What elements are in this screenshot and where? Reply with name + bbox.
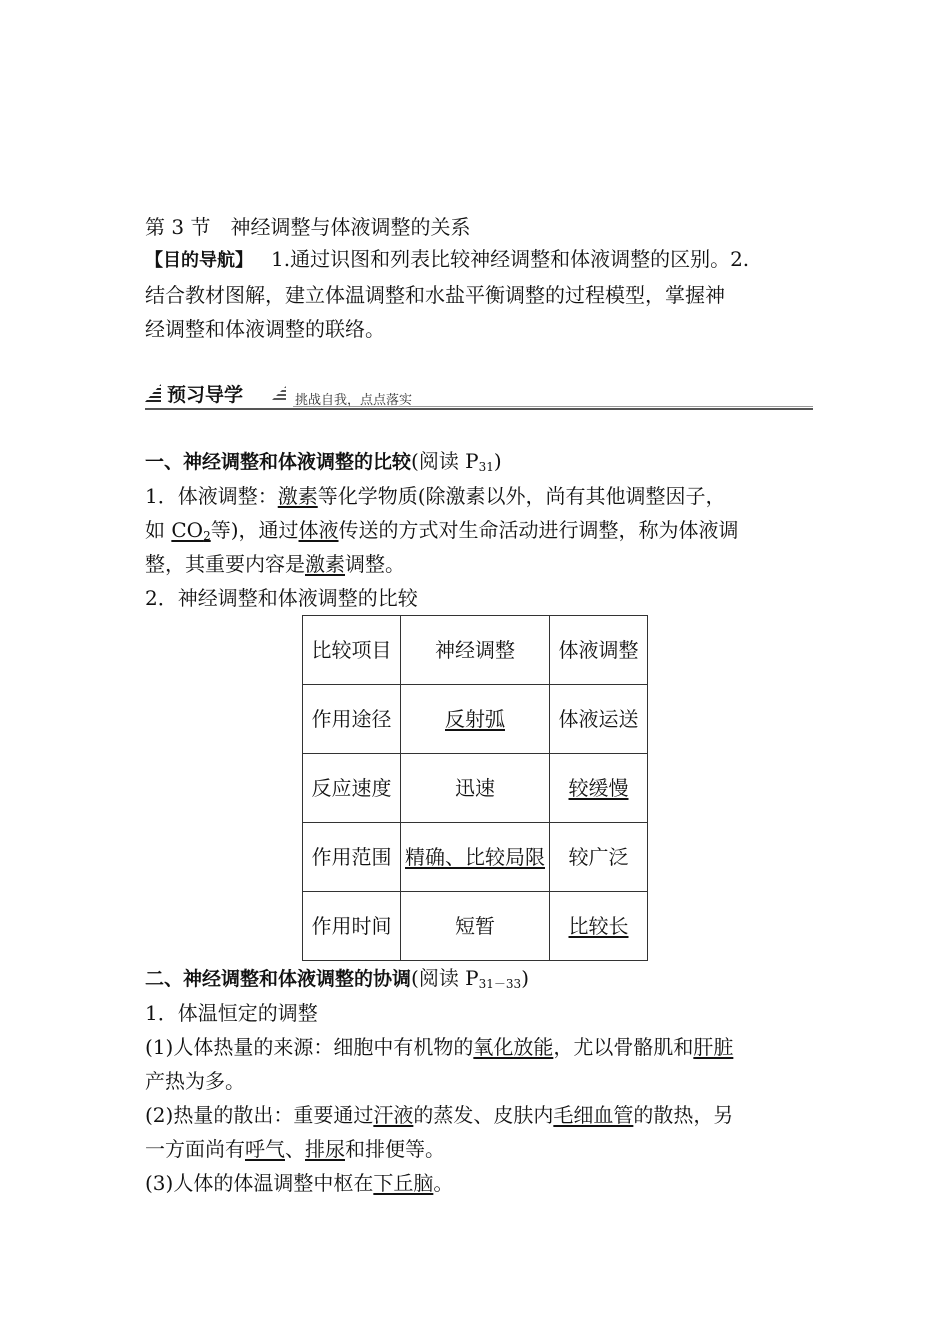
document-content xyxy=(145,210,813,1200)
answer-blank: 肝脏 xyxy=(693,1035,734,1059)
table-cell: 反应速度 xyxy=(303,754,401,823)
answer-blank: 精确、比较局限 xyxy=(405,845,545,869)
aim-line: 经调整和体液调整的联络。 xyxy=(145,317,385,341)
paragraph: 1．体液调整：激素等化学物质(除激素以外，尚有其他调整因子， 如 $CO_2$等)，通过体液传送的方式对生命活动进行调整，称为体液调 整，其重要内容是激素调整。 xyxy=(145,484,739,576)
answer-blank: 氧化放能 xyxy=(473,1035,554,1059)
answer-blank: 激素 xyxy=(305,552,345,576)
table-cell: 体液运送 xyxy=(550,685,648,754)
banner-title: 预习导学 xyxy=(167,384,244,406)
table-cell: 较广泛 xyxy=(550,823,648,892)
aim-line: 结合教材图解，建立体温调整和水盐平衡调整的过程模型，掌握神 xyxy=(145,283,725,307)
section-heading: 一、神经调整和体液调整的比较(阅读 $P_{31}$) xyxy=(145,449,502,474)
preview-banner xyxy=(145,376,813,410)
table-cell: 短暂 xyxy=(401,892,550,961)
table-row xyxy=(303,754,648,823)
banner-divider xyxy=(145,408,813,410)
answer-blank: 较缓慢 xyxy=(568,776,629,800)
stripe-decoration-icon xyxy=(270,386,286,402)
aim-line: 1.通过识图和列表比较神经调整和体液调整的区别。2. xyxy=(271,247,750,271)
comparison-table xyxy=(302,615,648,961)
paragraph: 2．神经调整和体液调整的比较 xyxy=(145,586,418,610)
answer-blank: 呼气 xyxy=(245,1137,285,1161)
stripe-decoration-icon xyxy=(145,384,161,402)
table-cell: 作用范围 xyxy=(303,823,401,892)
paragraph: (2)热量的散出：重要通过汗液的蒸发、皮肤内毛细血管的散热，另 一方面尚有呼气、排尿和排便等。 xyxy=(145,1103,734,1161)
answer-blank: 反射弧 xyxy=(445,707,505,731)
answer-blank: 体液 xyxy=(298,518,339,542)
table-row xyxy=(303,823,648,892)
aim-paragraph xyxy=(145,242,813,346)
table-cell: 迅速 xyxy=(401,754,550,823)
paragraph: (3)人体的体温调整中枢在下丘脑。 xyxy=(145,1171,454,1195)
table-cell: 体液调整 xyxy=(550,616,648,685)
table-row xyxy=(303,892,648,961)
table-cell: 作用时间 xyxy=(303,892,401,961)
paragraph: 1．体温恒定的调整 xyxy=(145,1001,318,1025)
table-cell: 作用途径 xyxy=(303,685,401,754)
lesson-title: 第 3 节 神经调整与体液调整的关系 xyxy=(145,215,471,239)
banner-divider xyxy=(293,406,813,407)
answer-blank: 下丘脑 xyxy=(373,1171,434,1195)
answer-blank: 排尿 xyxy=(305,1137,345,1161)
answer-blank: 比较长 xyxy=(568,914,629,938)
answer-blank: $CO_2$ xyxy=(171,518,211,543)
section-heading: 二、神经调整和体液调整的协调(阅读 $P_{31-33}$) xyxy=(145,966,529,991)
answer-blank: 激素 xyxy=(277,484,318,508)
aim-tag: 【目的导航】 xyxy=(145,250,253,271)
paragraph: (1)人体热量的来源：细胞中有机物的氧化放能，尤以骨骼肌和肝脏 产热为多。 xyxy=(145,1035,734,1093)
answer-blank: 毛细血管 xyxy=(553,1103,634,1127)
answer-blank: 汗液 xyxy=(373,1103,414,1127)
table-row xyxy=(303,685,648,754)
table-cell: 神经调整 xyxy=(401,616,550,685)
table-cell: 比较项目 xyxy=(303,616,401,685)
banner-subtitle: 挑战自我，点点落实 xyxy=(295,393,413,408)
table-header-row xyxy=(303,616,648,685)
